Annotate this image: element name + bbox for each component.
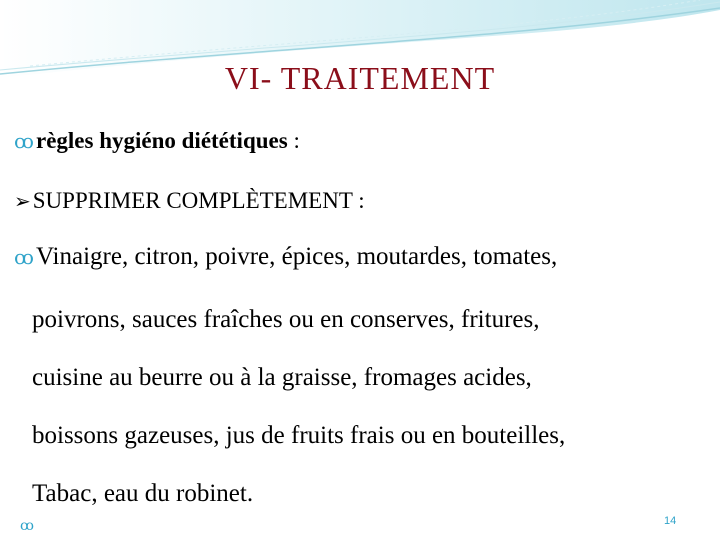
heading-suffix: : [287, 128, 300, 153]
swirl-bullet-icon: ꝏ [14, 131, 34, 153]
heading-line [14, 128, 300, 154]
body-line: Tabac, eau du robinet. [32, 480, 254, 507]
heading-text: règles hygiéno diététiques [35, 128, 288, 153]
page-number: 14 [664, 515, 677, 527]
arrow-bullet-icon: ➢ [14, 191, 31, 213]
body-line: cuisine au beurre ou à la graisse, fromages acides, [32, 364, 532, 391]
subheading-line [14, 188, 365, 214]
footer-swirl-icon: ꝏ [20, 519, 34, 534]
slide-title: VI- TRAITEMENT [224, 60, 496, 96]
body-line [14, 243, 557, 271]
body-line: boissons gazeuses, jus de fruits frais ou en bouteilles, [32, 422, 566, 449]
body-text: Vinaigre, citron, poivre, épices, moutardes, tomates, [35, 243, 558, 270]
body-line: poivrons, sauces fraîches ou en conserves, fritures, [32, 306, 540, 333]
subheading-text: SUPPRIMER COMPLÈTEMENT : [32, 188, 365, 213]
swirl-bullet-icon: ꝏ [14, 247, 34, 269]
